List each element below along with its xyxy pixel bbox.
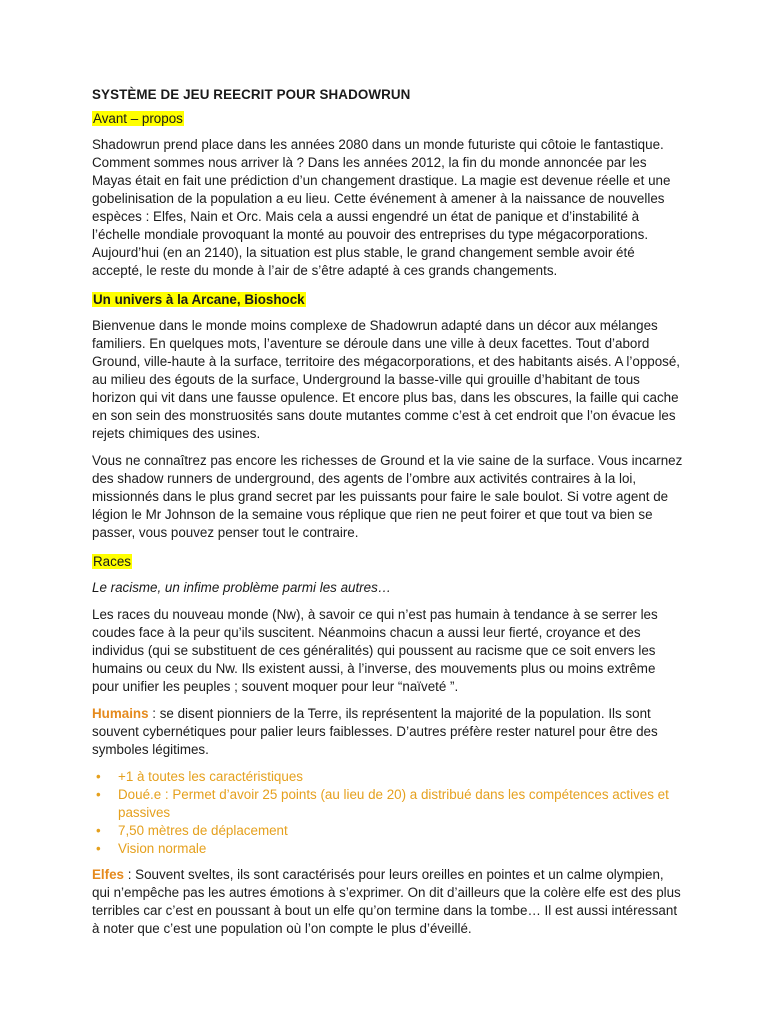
race-label-humains: Humains (92, 706, 149, 721)
paragraph-univers-1: Bienvenue dans le monde moins complexe de Shadowrun adapté dans un décor aux mélanges familiers. En quelques mots, l’aventure se déroule dans une ville à deux facettes. Tout d’abord Ground, ville-haute à la surface, territoire des mégacorporations, et des habitants aisés. A l’opposé, au milieu des égouts de la surface, Underground la basse-ville qui grouille d’habitant de tous horizon qui vit dans une fausse opulence. Et encore plus bas, dans les obscures, la faille qui cache en son sein des monstruosités sans doute mutantes comme c’est à cet endroit que l’on évacue les rejets chimiques des usines. (92, 318, 681, 441)
humains-bullet-list (92, 768, 684, 858)
section-heading-races (92, 553, 684, 571)
races-subtitle: Le racisme, un infime problème parmi les autres… (92, 580, 392, 595)
list-item: • Doué.e : Permet d’avoir 25 points (au lieu de 20) a distribué dans les compétences actives et passives (96, 787, 669, 820)
section-heading-univers (92, 291, 684, 309)
highlighted-heading: Races (93, 554, 131, 569)
race-text-elfes: : Souvent sveltes, ils sont caractérisés pour leurs oreilles en pointes et un calme olympien, qui n’empêche pas les autres émotions à s’exprimer. On dit d’ailleurs que la colère elfe est des plus terribles car c’est en poussant à bout un elfe qu’on termine dans la tombe… Il est aussi intéressant à noter que c’est une population où l’on compte le plus d’éveillé. (92, 867, 681, 936)
document-title: SYSTÈME DE JEU REECRIT POUR SHADOWRUN (92, 87, 411, 102)
list-item: • 7,50 mètres de déplacement (96, 823, 288, 838)
bullet-icon: • (96, 787, 101, 802)
paragraph-intro: Shadowrun prend place dans les années 2080 dans un monde futuriste qui côtoie le fantastique. Comment sommes nous arriver là ? Dans les années 2012, la fin du monde annoncée par les Mayas était en fait une prédiction d’un changement drastique. La magie est devenue réelle et une gobelinisation de la population a eu lieu. Cette événement à amener à la naissance de nouvelles espèces : Elfes, Nain et Orc. Mais cela a aussi engendré un état de panique et d’instabilité à l’échelle mondiale provoquant la monté au pouvoir des entreprises du type mégacorporations. Aujourd’hui (en an 2140), la situation est plus stable, le grand changement semble avoir été accepté, le reste du monde à l’air de s’être adapté à ces grands changements. (92, 137, 671, 278)
paragraph-races: Les races du nouveau monde (Nw), à savoir ce qui n’est pas humain à tendance à se serrer les coudes face à la peur qu’ils suscitent. Néanmoins chacun a aussi leur fierté, croyance et des individus (qui se substituent de ces généralités) qui poussent au racisme que ce soit envers les humains ou ceux du Nw. Ils existent aussi, à l’inverse, des mouvements plus ou moins extrême pour unifier les peuples ; souvent moquer pour leur “naïveté ”. (92, 607, 658, 694)
section-heading-avant-propos (92, 110, 684, 128)
highlighted-heading: Un univers à la Arcane, Bioshock (93, 292, 305, 307)
paragraph-elfes (92, 866, 684, 938)
race-label-elfes: Elfes (92, 867, 125, 882)
paragraph-univers-2: Vous ne connaîtrez pas encore les richesses de Ground et la vie saine de la surface. Vous incarnez des shadow runners de underground, des agents de l’ombre aux activités contraires à la loi, missionnés dans le plus grand secret par les puissants pour faire le sale boulot. Si votre agent de légion le Mr Johnson de la semaine vous réplique que rien ne peut foirer et que tout va bien se passer, vous pouvez penser tout le contraire. (92, 453, 683, 540)
highlighted-heading: Avant – propos (93, 111, 183, 126)
document-page (92, 86, 684, 947)
list-item: • +1 à toutes les caractéristiques (96, 769, 303, 784)
bullet-icon: • (96, 841, 101, 856)
paragraph-humains (92, 705, 684, 759)
race-text-humains: : se disent pionniers de la Terre, ils représentent la majorité de la population. Ils sont souvent cybernétiques pour palier leurs faiblesses. D’autres préfère rester naturel pour être des symboles légitimes. (92, 706, 658, 757)
bullet-icon: • (96, 769, 101, 784)
list-item: • Vision normale (96, 841, 207, 856)
bullet-icon: • (96, 823, 101, 838)
